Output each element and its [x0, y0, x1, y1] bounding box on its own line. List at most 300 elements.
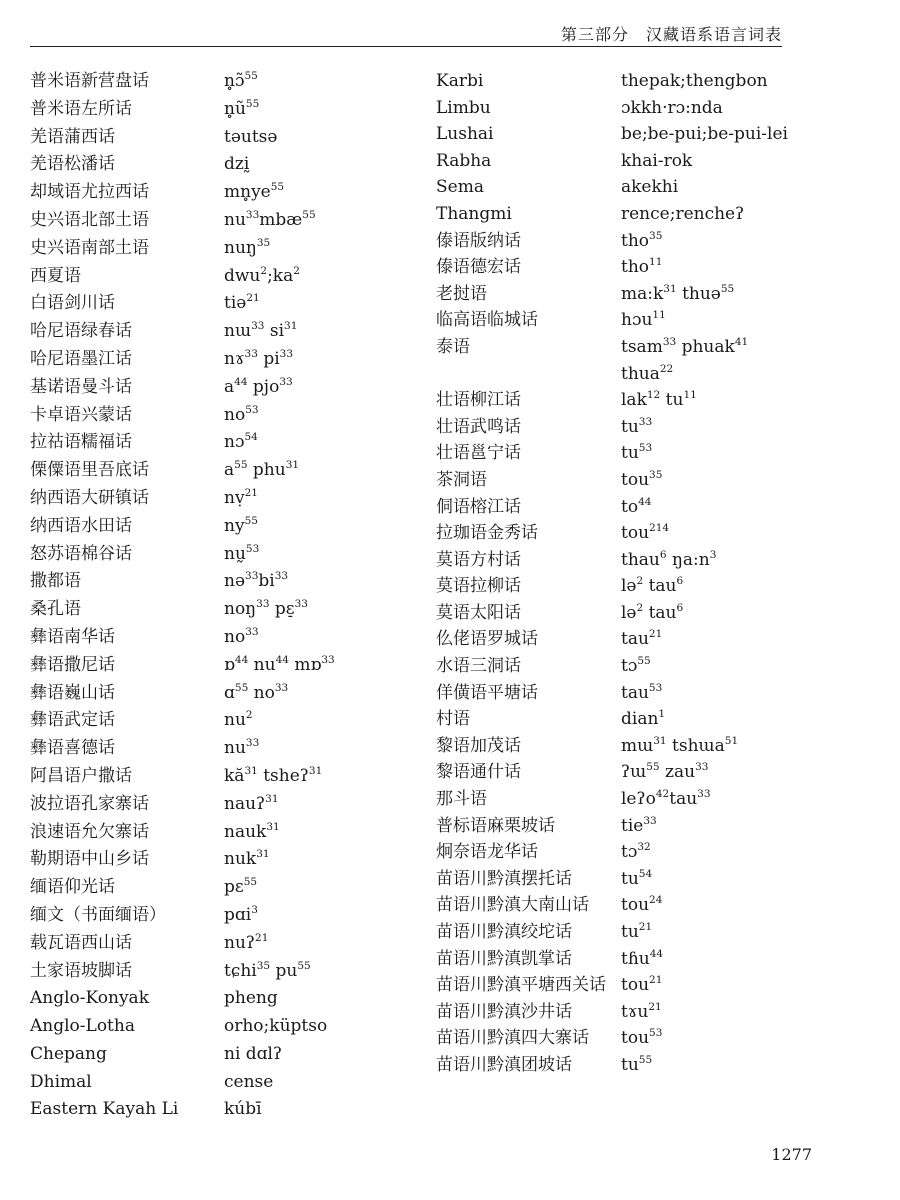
- tone-number: 21: [648, 628, 663, 641]
- word-entry-row: [436, 70, 856, 97]
- form-segment: tshɯa: [666, 735, 725, 756]
- word-form: [224, 904, 258, 928]
- word-entry-row: [30, 376, 430, 404]
- word-entry-row: [30, 348, 430, 376]
- word-entry-row: [30, 320, 430, 348]
- word-form: [621, 203, 744, 225]
- tone-number: 31: [653, 734, 667, 747]
- tone-number: 11: [683, 389, 697, 402]
- form-segment: mbæ: [259, 209, 303, 230]
- word-form: [621, 363, 673, 387]
- tone-number: 31: [265, 792, 279, 805]
- tone-number: 1: [658, 708, 666, 721]
- word-entry-row: [30, 932, 430, 960]
- tone-number: 53: [638, 442, 653, 455]
- form-segment: tɤu: [621, 1001, 649, 1022]
- word-entry-row: [436, 788, 856, 815]
- tone-number: 33: [662, 335, 677, 348]
- form-segment: thua: [621, 363, 660, 384]
- word-form: [621, 416, 652, 440]
- word-entry-row: [436, 735, 856, 762]
- word-entry-row: [30, 515, 430, 543]
- word-form: [621, 230, 662, 254]
- tone-number: 55: [638, 1053, 653, 1066]
- word-entry-row: [30, 626, 430, 654]
- language-name: 纳西语大研镇话: [30, 487, 149, 508]
- language-name: Dhimal: [30, 1071, 92, 1092]
- form-segment: hɔu: [621, 310, 653, 331]
- form-segment: lə: [621, 576, 637, 597]
- form-segment: nɯ: [224, 321, 252, 342]
- tone-number: 31: [285, 459, 300, 472]
- word-form: [224, 181, 284, 205]
- word-form: [224, 209, 316, 233]
- form-segment: tau: [621, 629, 649, 650]
- form-segment: ny: [224, 515, 245, 536]
- language-name: 苗语川黔滇凯掌话: [436, 948, 572, 969]
- form-segment: be;be-pui;be-pui-lei: [621, 124, 788, 145]
- language-name: 羌语松潘话: [30, 154, 115, 175]
- word-form: [224, 98, 259, 122]
- form-segment: leʔo: [621, 789, 656, 810]
- word-entry-row: [30, 459, 430, 487]
- language-name: 拉祜语糯福话: [30, 432, 132, 453]
- tone-number: 3: [709, 548, 717, 561]
- word-entry-row: [436, 230, 856, 257]
- form-segment: pɛ̠: [269, 599, 295, 620]
- form-segment: ɑ: [224, 682, 235, 703]
- tone-number: 55: [245, 97, 260, 110]
- word-entry-row: [30, 960, 430, 988]
- form-segment: tsam: [621, 336, 663, 357]
- word-entry-row: [436, 389, 856, 416]
- form-segment: phuak: [676, 336, 735, 357]
- word-form: [621, 602, 683, 626]
- language-name: 羌语蒲西话: [30, 126, 115, 147]
- word-form: [224, 459, 299, 483]
- word-form: [621, 1001, 662, 1025]
- language-name: 勒期语中山乡话: [30, 849, 149, 870]
- word-form: [224, 737, 259, 761]
- form-segment: noŋ: [224, 599, 257, 620]
- form-segment: nu: [224, 209, 246, 230]
- language-name: 普米语左所话: [30, 98, 132, 119]
- word-entry-row: [30, 237, 430, 265]
- form-segment: rence;rencheʔ: [621, 203, 745, 224]
- form-segment: mɒ: [288, 654, 322, 675]
- tone-number: 33: [638, 415, 653, 428]
- form-segment: tsheʔ: [257, 765, 309, 786]
- tone-number: 33: [245, 737, 260, 750]
- form-segment: tu: [660, 390, 684, 411]
- tone-number: 54: [244, 431, 258, 444]
- form-segment: tou: [621, 895, 650, 916]
- word-entry-row: [436, 682, 856, 709]
- form-segment: tɔ: [621, 656, 638, 677]
- form-segment: tau: [643, 576, 677, 597]
- tone-number: 44: [638, 495, 652, 508]
- language-name: 仫佬语罗城话: [436, 629, 538, 650]
- word-entry-row: [30, 737, 430, 765]
- language-name: 彝语撒尼话: [30, 654, 115, 675]
- word-entry-row: [436, 336, 856, 363]
- form-segment: ni dɑlʔ: [224, 1043, 283, 1064]
- form-segment: no: [224, 404, 246, 425]
- word-entry-row: [30, 1098, 430, 1126]
- form-segment: thau: [621, 549, 660, 570]
- tone-number: 2: [636, 575, 644, 588]
- word-form: [621, 841, 651, 865]
- form-segment: tou: [621, 469, 650, 490]
- language-name: 黎语通什话: [436, 762, 521, 783]
- word-entry-row: [30, 904, 430, 932]
- word-form: [621, 1054, 652, 1078]
- word-form: [621, 708, 665, 732]
- tone-number: 31: [244, 764, 258, 777]
- language-name: 载瓦语西山话: [30, 932, 132, 953]
- language-name: 白语剑川话: [30, 293, 115, 314]
- form-segment: tau: [643, 602, 677, 623]
- language-name: 那斗语: [436, 789, 487, 810]
- word-entry-row: [436, 628, 856, 655]
- word-entry-row: [436, 921, 856, 948]
- form-segment: mn̥ye: [224, 182, 271, 203]
- word-form: [621, 868, 652, 892]
- tone-number: 55: [243, 876, 258, 889]
- form-segment: to: [621, 496, 639, 517]
- form-segment: ;ka: [267, 265, 294, 286]
- left-word-list: [30, 70, 430, 1126]
- tone-number: 11: [649, 256, 663, 269]
- tone-number: 3: [251, 903, 258, 916]
- language-name: 老挝语: [436, 283, 487, 304]
- form-segment: dzḭ: [224, 154, 250, 175]
- tone-number: 2: [245, 709, 253, 722]
- word-entry-row: [436, 363, 856, 390]
- word-form: [224, 876, 257, 900]
- word-entry-row: [30, 848, 430, 876]
- form-segment: nauk: [224, 821, 267, 842]
- word-form: [224, 960, 311, 984]
- word-form: [621, 921, 652, 945]
- word-entry-row: [436, 1054, 856, 1081]
- word-form: [224, 793, 279, 817]
- word-entry-row: [436, 176, 856, 203]
- word-form: [224, 126, 277, 148]
- form-segment: dian: [621, 709, 659, 730]
- form-segment: nṿ: [224, 487, 245, 508]
- form-segment: bi: [258, 571, 275, 592]
- form-segment: n̥ɔ̃: [224, 71, 245, 91]
- tone-number: 24: [649, 894, 663, 907]
- tone-number: 33: [279, 375, 293, 388]
- form-segment: nṵ: [224, 543, 246, 564]
- form-segment: tu: [621, 1054, 639, 1075]
- tone-number: 53: [649, 1027, 663, 1040]
- form-segment: təutsə: [224, 126, 278, 147]
- word-entry-row: [436, 1027, 856, 1054]
- language-name: 西夏语: [30, 265, 81, 286]
- language-name: Anglo-Lotha: [30, 1016, 135, 1037]
- word-form: [621, 549, 716, 573]
- word-form: [621, 735, 738, 759]
- form-segment: cense: [224, 1071, 274, 1092]
- language-name: 水语三洞话: [436, 656, 521, 677]
- form-segment: nɔ: [224, 432, 245, 453]
- language-name: 茶洞语: [436, 469, 487, 490]
- tone-number: 55: [637, 655, 651, 668]
- word-form: [621, 974, 662, 998]
- tone-number: 55: [234, 681, 249, 694]
- tone-number: 21: [649, 974, 663, 987]
- tone-number: 44: [234, 375, 248, 388]
- form-segment: tu: [621, 416, 639, 437]
- form-segment: tu: [621, 922, 639, 942]
- word-entry-row: [30, 570, 430, 598]
- word-form: [224, 487, 258, 511]
- word-form: [224, 1015, 327, 1037]
- form-segment: pu: [270, 960, 298, 981]
- page-number: 1277: [771, 1145, 812, 1164]
- language-name: 拉珈语金秀话: [436, 523, 538, 544]
- word-form: [621, 788, 711, 812]
- word-form: [224, 348, 293, 372]
- language-name: 彝语喜德话: [30, 738, 115, 759]
- tone-number: 55: [302, 208, 316, 221]
- language-name: 临高语临城话: [436, 310, 538, 331]
- form-segment: no: [224, 626, 246, 647]
- tone-number: 32: [637, 841, 651, 854]
- form-segment: nu: [224, 710, 246, 731]
- word-form: [224, 265, 300, 289]
- form-segment: tau: [669, 789, 698, 810]
- word-form: [224, 404, 259, 428]
- tone-number: 55: [234, 459, 248, 472]
- tone-number: 33: [274, 681, 289, 694]
- word-entry-row: [30, 793, 430, 821]
- form-segment: nuk: [224, 849, 257, 870]
- word-entry-row: [436, 496, 856, 523]
- tone-number: 2: [260, 264, 268, 277]
- word-entry-row: [436, 123, 856, 150]
- word-form: [224, 320, 297, 344]
- form-segment: tɦu: [621, 948, 650, 969]
- language-name: 史兴语北部土语: [30, 209, 149, 230]
- word-form: [621, 894, 662, 918]
- word-entry-row: [436, 708, 856, 735]
- word-form: [621, 256, 662, 280]
- word-entry-row: [436, 894, 856, 921]
- form-segment: phu: [247, 460, 286, 481]
- form-segment: tou: [621, 1028, 650, 1049]
- form-segment: tɕhi: [224, 960, 257, 981]
- word-form: [224, 1043, 282, 1065]
- word-form: [621, 70, 768, 92]
- word-entry-row: [436, 602, 856, 629]
- language-name: 村语: [436, 709, 470, 730]
- tone-number: 33: [697, 788, 711, 801]
- word-form: [621, 309, 666, 333]
- word-form: [621, 522, 669, 546]
- language-name: 基诺语曼斗话: [30, 376, 132, 397]
- language-name: 黎语加茂话: [436, 735, 521, 756]
- word-entry-row: [436, 256, 856, 283]
- language-name: 波拉语孔家寨话: [30, 793, 149, 814]
- tone-number: 33: [245, 625, 259, 638]
- form-segment: a: [224, 460, 235, 481]
- language-name: 哈尼语绿春话: [30, 321, 132, 342]
- word-entry-row: [436, 469, 856, 496]
- language-name: 桑孔语: [30, 599, 81, 620]
- language-name: 纳西语水田话: [30, 515, 132, 536]
- form-segment: nə: [224, 571, 246, 592]
- form-segment: tho: [621, 257, 650, 278]
- tone-number: 33: [244, 347, 258, 360]
- word-entry-row: [30, 431, 430, 459]
- form-segment: dwu: [224, 265, 261, 286]
- form-segment: thepak;thengbon: [621, 71, 768, 91]
- form-segment: nuŋ: [224, 237, 257, 258]
- tone-number: 33: [695, 761, 709, 774]
- word-form: [621, 283, 734, 307]
- word-entry-row: [30, 1071, 430, 1099]
- tone-number: 31: [663, 282, 677, 295]
- language-name: 彝语南华话: [30, 626, 115, 647]
- word-entry-row: [436, 522, 856, 549]
- word-entry-row: [436, 974, 856, 1001]
- word-entry-row: [30, 682, 430, 710]
- language-name: 普米语新营盘话: [30, 71, 149, 91]
- word-entry-row: [436, 815, 856, 842]
- word-form: [224, 543, 259, 567]
- language-name: Chepang: [30, 1043, 107, 1064]
- language-name: 壮语武鸣话: [436, 416, 521, 437]
- form-segment: nu: [224, 738, 246, 759]
- language-name: 苗语川黔滇大南山话: [436, 895, 589, 916]
- language-name: 傈僳语里吾底话: [30, 460, 149, 481]
- word-form: [224, 821, 280, 845]
- form-segment: zau: [659, 762, 696, 783]
- word-entry-row: [436, 97, 856, 124]
- language-name: Rabha: [436, 150, 492, 171]
- word-entry-row: [436, 549, 856, 576]
- form-segment: ɒ: [224, 654, 235, 675]
- language-name: Lushai: [436, 124, 494, 145]
- language-name: 缅语仰光话: [30, 877, 115, 898]
- tone-number: 55: [244, 514, 258, 527]
- word-entry-row: [30, 821, 430, 849]
- word-form: [224, 153, 249, 175]
- language-name: 卡卓语兴蒙话: [30, 404, 132, 425]
- word-form: [621, 97, 723, 119]
- word-form: [224, 237, 270, 261]
- language-name: 傣语版纳话: [436, 230, 521, 251]
- word-entry-row: [436, 948, 856, 975]
- form-segment: lə: [621, 602, 637, 623]
- form-segment: nuʔ: [224, 932, 256, 953]
- word-form: [224, 431, 258, 455]
- tone-number: 33: [245, 208, 260, 221]
- word-form: [621, 628, 662, 652]
- form-segment: tu: [621, 443, 639, 464]
- word-form: [621, 150, 692, 172]
- form-segment: thuə: [676, 283, 721, 304]
- language-name: 彝语巍山话: [30, 682, 115, 703]
- word-entry-row: [30, 265, 430, 293]
- tone-number: 33: [274, 570, 289, 583]
- language-name: 苗语川黔滇绞坨话: [436, 922, 572, 942]
- language-name: Limbu: [436, 97, 491, 118]
- word-entry-row: [30, 98, 430, 126]
- word-form: [621, 442, 652, 466]
- word-form: [621, 123, 788, 145]
- language-name: 缅文（书面缅语）: [30, 904, 166, 925]
- tone-number: 33: [279, 347, 294, 360]
- tone-number: 31: [266, 820, 280, 833]
- word-form: [224, 654, 335, 678]
- word-entry-row: [30, 1043, 430, 1071]
- tone-number: 21: [648, 1000, 662, 1013]
- language-name: 土家语坡脚话: [30, 960, 132, 981]
- tone-number: 31: [284, 320, 298, 333]
- form-segment: kúbī: [224, 1099, 262, 1120]
- word-entry-row: [436, 283, 856, 310]
- word-form: [224, 682, 288, 706]
- word-entry-row: [436, 655, 856, 682]
- language-name: 苗语川黔滇沙井话: [436, 1001, 572, 1022]
- form-segment: a: [224, 376, 235, 397]
- tone-number: 55: [270, 181, 285, 194]
- word-entry-row: [30, 598, 430, 626]
- word-form: [621, 575, 683, 599]
- form-segment: pjo: [247, 376, 280, 397]
- running-header: 第三部分 汉藏语系语言词表: [560, 25, 782, 44]
- language-name: 彝语武定话: [30, 710, 115, 731]
- form-segment: lak: [621, 390, 647, 411]
- form-segment: tu: [621, 868, 639, 889]
- tone-number: 21: [246, 292, 260, 305]
- word-form: [621, 496, 651, 520]
- word-entry-row: [436, 761, 856, 788]
- word-form: [621, 815, 657, 839]
- word-form: [224, 515, 258, 539]
- word-entry-row: [436, 1001, 856, 1028]
- tone-number: 33: [321, 653, 335, 666]
- form-segment: pɑi: [224, 904, 252, 925]
- word-form: [224, 70, 258, 94]
- word-entry-row: [30, 404, 430, 432]
- word-entry-row: [436, 203, 856, 230]
- word-form: [224, 987, 278, 1009]
- language-name: Anglo-Konyak: [30, 988, 149, 1009]
- word-entry-row: [30, 209, 430, 237]
- word-entry-row: [30, 543, 430, 571]
- form-segment: pɛ: [224, 877, 244, 898]
- language-name: Thangmi: [436, 203, 512, 224]
- word-form: [621, 948, 663, 972]
- word-entry-row: [30, 876, 430, 904]
- language-name: 撒都语: [30, 571, 81, 592]
- language-name: 哈尼语墨江话: [30, 348, 132, 369]
- form-segment: tau: [621, 682, 649, 703]
- tone-number: 33: [294, 598, 308, 611]
- word-entry-row: [30, 487, 430, 515]
- form-segment: tou: [621, 523, 650, 544]
- form-segment: khai-rok: [621, 150, 693, 171]
- tone-number: 31: [308, 764, 323, 777]
- form-segment: mɯ: [621, 735, 654, 756]
- word-entry-row: [30, 126, 430, 154]
